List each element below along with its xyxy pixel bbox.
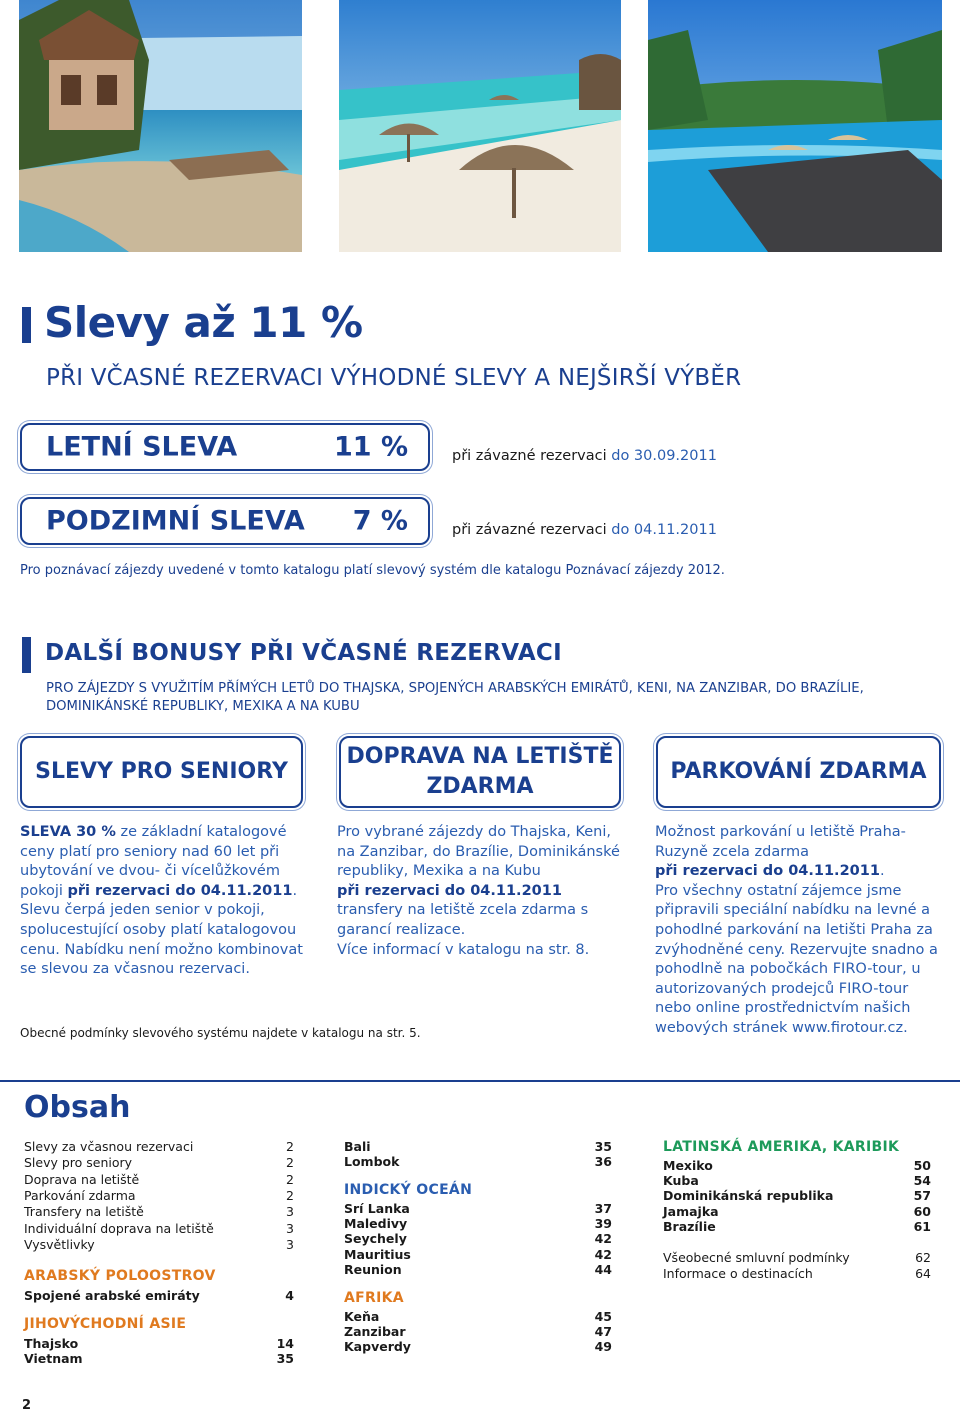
- toc-entry-label: Doprava na letiště: [24, 1171, 140, 1187]
- toc-entry: [344, 1154, 612, 1170]
- airport-transfer-box: DOPRAVA NA LETIŠTĚ ZDARMA: [339, 736, 621, 808]
- toc-entry: [24, 1172, 294, 1188]
- toc-entry-page: 42: [594, 1246, 612, 1262]
- toc-entry: [663, 1219, 931, 1235]
- toc-entry-page: 49: [594, 1339, 612, 1355]
- conditions-note: Obecné podmínky slevového systému najdete v katalogu na str. 5.: [20, 1026, 421, 1040]
- toc-entry: [344, 1309, 612, 1325]
- toc-entry: [24, 1155, 294, 1171]
- toc-entry-page: 3: [286, 1236, 294, 1252]
- title-bar-marker: [22, 307, 31, 343]
- toc-entry-label: Spojené arabské emiráty: [24, 1288, 200, 1303]
- toc-entry: [663, 1204, 931, 1220]
- toc-entry: [663, 1250, 931, 1266]
- toc-section-latin-america: LATINSKÁ AMERIKA, KARIBIK: [663, 1139, 900, 1155]
- toc-entry: [24, 1351, 294, 1367]
- toc-entry-page: 35: [276, 1351, 294, 1366]
- toc-entry-page: 64: [915, 1266, 931, 1282]
- toc-entry: [344, 1247, 612, 1263]
- toc-entry: [344, 1231, 612, 1247]
- toc-entry: [663, 1158, 931, 1174]
- toc-entry: [24, 1221, 294, 1237]
- toc-entry-page: 54: [913, 1173, 931, 1189]
- toc-entry: [24, 1288, 294, 1304]
- toc-entry-page: 47: [594, 1324, 612, 1340]
- toc-entry-page: 3: [286, 1204, 294, 1220]
- toc-entry-label: Jamajka: [663, 1203, 719, 1219]
- toc-entry-label: Bali: [344, 1139, 371, 1154]
- summer-discount-box: [20, 423, 430, 471]
- toc-entry-page: 2: [286, 1139, 294, 1154]
- toc-entry: [344, 1324, 612, 1340]
- seniors-text: SLEVA 30 % ze základní katalogové ceny platí pro seniory nad 60 let při ubytování ve dvou- či vícelůžkovém pokoji při rezervaci do 04.11.2011. Slevu čerpá jeden senior v pokoji, spolucestující osoby platí katalogovou cenu. Nabídku není možno kombinovat se slevou za včasnou rezervaci.: [20, 824, 303, 978]
- toc-entry: [24, 1188, 294, 1204]
- toc-entry-label: Dominikánská republika: [663, 1188, 834, 1204]
- resort-photo: [19, 0, 302, 252]
- autumn-discount-note: při závazné rezervaci do 04.11.2011: [452, 522, 717, 538]
- toc-entry: [344, 1216, 612, 1232]
- autumn-discount-label: PODZIMNÍ SLEVA: [46, 505, 305, 537]
- bonus-subtitle: PRO ZÁJEZDY S VYUŽITÍM PŘÍMÝCH LETŮ DO THAJSKA, SPOJENÝCH ARABSKÝCH EMIRÁTŮ, KENI, NA ZANZIBAR, DO BRAZÍLIE, DOMINIKÁNSKÉ REPUBLIKY, MEXIKA A NA KUBU: [46, 681, 864, 714]
- toc-entry-page: 61: [913, 1218, 931, 1234]
- toc-entry-page: 44: [594, 1261, 612, 1277]
- toc-entry-page: 60: [913, 1203, 931, 1219]
- toc-entry-label: Reunion: [344, 1261, 402, 1277]
- autumn-discount-value: 7 %: [352, 505, 408, 537]
- toc-entry-page: 39: [594, 1216, 612, 1232]
- toc-entry-label: Parkování zdarma: [24, 1187, 136, 1203]
- toc-section-arab: ARABSKÝ POLOOSTROV: [24, 1268, 216, 1284]
- toc-entry-label: Brazílie: [663, 1218, 716, 1234]
- toc-entry-label: Lombok: [344, 1154, 400, 1169]
- toc-entry: [344, 1201, 612, 1217]
- toc-entry-label: Slevy za včasnou rezervaci: [24, 1139, 194, 1154]
- bonus-title: DALŠÍ BONUSY PŘI VČASNÉ REZERVACI: [45, 640, 562, 666]
- toc-entry: [663, 1188, 931, 1204]
- page-title: Slevy až 11 %: [44, 298, 363, 347]
- toc-entry-label: Srí Lanka: [344, 1201, 410, 1216]
- toc-entry-page: 2: [286, 1187, 294, 1203]
- toc-entry-label: Všeobecné smluvní podmínky: [663, 1250, 850, 1265]
- discount-footnote: Pro poznávací zájezdy uvedené v tomto katalogu platí slevový systém dle katalogu Poznávací zájezdy 2012.: [20, 563, 725, 578]
- toc-entry-label: Transfery na letiště: [24, 1204, 144, 1220]
- seniors-box: SLEVY PRO SENIORY: [20, 736, 303, 808]
- toc-entry-page: 45: [594, 1309, 612, 1324]
- toc-entry-label: Thajsko: [24, 1336, 79, 1351]
- toc-entry-page: 35: [594, 1139, 612, 1154]
- toc-entry: [344, 1262, 612, 1278]
- toc-entry-page: 3: [286, 1220, 294, 1236]
- toc-entry-label: Slevy pro seniory: [24, 1155, 133, 1171]
- toc-entry: [24, 1139, 294, 1155]
- toc-entry-label: Maledivy: [344, 1216, 408, 1232]
- toc-entry-page: 42: [594, 1231, 612, 1247]
- toc-entry-page: 50: [913, 1158, 931, 1173]
- toc-entry-page: 2: [286, 1155, 294, 1171]
- toc-entry-page: 2: [286, 1171, 294, 1187]
- page-subtitle: PŘI VČASNÉ REZERVACI VÝHODNÉ SLEVY A NEJŠIRŠÍ VÝBĚR: [46, 365, 742, 391]
- toc-entry-label: Vysvětlivky: [24, 1236, 95, 1252]
- toc-entry: [663, 1266, 931, 1282]
- summer-discount-value: 11 %: [333, 431, 408, 463]
- toc-entry-label: Kuba: [663, 1173, 699, 1189]
- beach-photo: [339, 0, 621, 252]
- parking-box: PARKOVÁNÍ ZDARMA: [656, 736, 941, 808]
- toc-entry-label: Mexiko: [663, 1158, 713, 1173]
- toc-section-asia: JIHOVÝCHODNÍ ASIE: [24, 1316, 187, 1332]
- toc-entry-page: 57: [913, 1188, 931, 1204]
- summer-discount-note: při závazné rezervaci do 30.09.2011: [452, 448, 717, 464]
- bonus-bar-marker: [22, 637, 31, 673]
- pool-photo: [648, 0, 942, 252]
- toc-title: Obsah: [24, 1090, 131, 1125]
- page-number: 2: [22, 1398, 32, 1413]
- toc-section-indian-ocean: INDICKÝ OCEÁN: [344, 1182, 473, 1198]
- toc-entry: [344, 1339, 612, 1355]
- toc-entry-label: Individuální doprava na letiště: [24, 1220, 214, 1236]
- transfer-text: Pro vybrané zájezdy do Thajska, Keni, na Zanzibar, do Brazílie, Dominikánské republiky, Mexika a na Kubu při rezervaci do 04.11.2011 transfery na letiště zcela zdarma s garancí realizace. Více informací v katalogu na str. 8.: [337, 824, 620, 958]
- toc-entry: [663, 1173, 931, 1189]
- toc-entry-page: 4: [285, 1288, 294, 1303]
- toc-entry-label: Informace o destinacích: [663, 1266, 813, 1282]
- toc-entry: [24, 1336, 294, 1352]
- toc-entry-label: Seychely: [344, 1231, 407, 1247]
- toc-entry-page: 14: [276, 1336, 294, 1351]
- autumn-discount-box: [20, 497, 430, 545]
- toc-entry-label: Kapverdy: [344, 1339, 411, 1355]
- toc-entry: [24, 1237, 294, 1253]
- toc-entry-page: 36: [594, 1154, 612, 1169]
- parking-text: Možnost parkování u letiště Praha-Ruzyně zcela zdarma při rezervaci do 04.11.2011. Pro všechny ostatní zájemce jsme připravili speciální nabídku na levné a pohodlné parkování na letišti Praha za zvýhodněné ceny. Rezervujte snadno a pohodlně na pobočkách FIRO-tour, u autorizovaných prodejců FIRO-tour nebo online prostřednictvím našich webových stránek www.firotour.cz.: [655, 824, 938, 1036]
- toc-entry-page: 37: [594, 1201, 612, 1216]
- toc-entry-label: Zanzibar: [344, 1324, 406, 1340]
- toc-entry-label: Keňa: [344, 1309, 380, 1324]
- summer-discount-label: LETNÍ SLEVA: [46, 431, 238, 463]
- toc-entry-label: Mauritius: [344, 1246, 411, 1262]
- toc-section-africa: AFRIKA: [344, 1290, 404, 1306]
- toc-entry: [24, 1204, 294, 1220]
- toc-entry-page: 62: [915, 1250, 931, 1265]
- toc-entry-label: Vietnam: [24, 1351, 83, 1366]
- toc-entry: [344, 1139, 612, 1155]
